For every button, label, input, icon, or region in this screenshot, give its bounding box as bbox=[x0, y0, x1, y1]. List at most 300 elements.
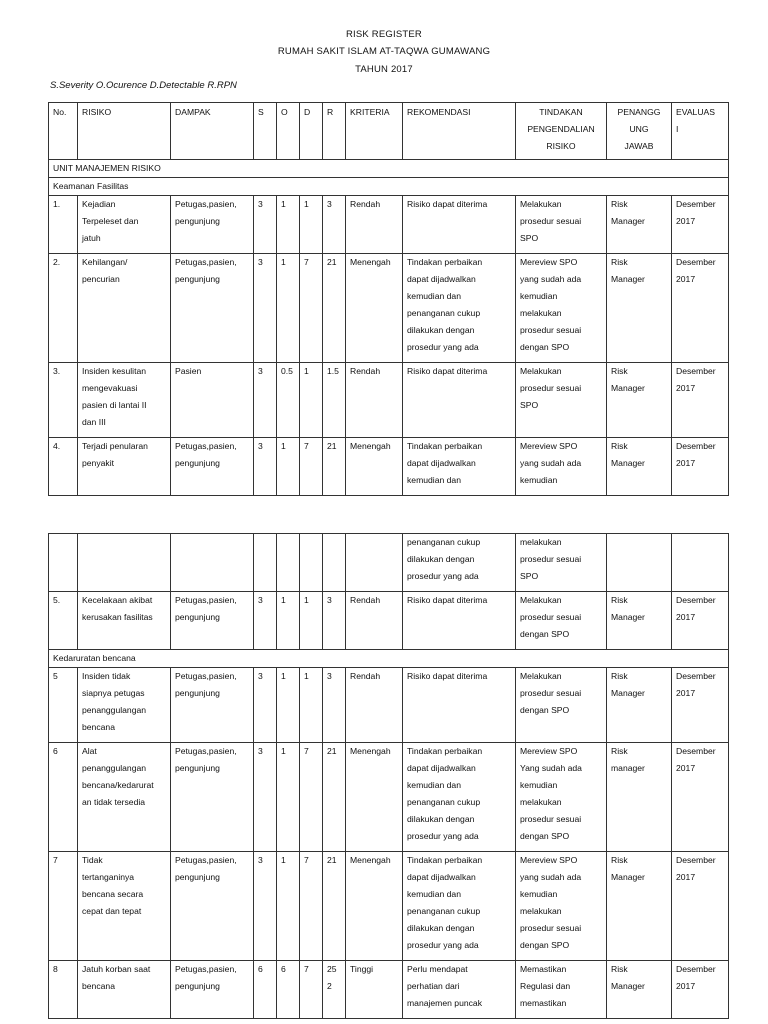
cell-line: Melakukan bbox=[520, 366, 562, 376]
cell-line: Tindakan perbaikan bbox=[407, 855, 483, 865]
cell-line: Mereview SPO bbox=[520, 855, 578, 865]
cell-no: 8 bbox=[49, 961, 78, 1019]
cell-kriteria: Menengah bbox=[346, 743, 403, 852]
cell-rekomendasi bbox=[403, 852, 516, 961]
cell-line: Desember bbox=[676, 595, 716, 605]
cell-no: 6 bbox=[49, 743, 78, 852]
cell-occurrence: 1 bbox=[277, 852, 300, 961]
cell-line: Perlu mendapat bbox=[407, 964, 468, 974]
abbreviation-legend: S.Severity O.Ocurence D.Detectable R.RPN bbox=[50, 80, 237, 91]
cell-risiko bbox=[78, 592, 171, 650]
cell-line: Jatuh korban saat bbox=[82, 964, 151, 974]
cell-kriteria: Rendah bbox=[346, 668, 403, 743]
cell-detectable: 7 bbox=[300, 254, 323, 363]
cell-line: kemudian dan bbox=[407, 291, 461, 301]
cell-kriteria: Rendah bbox=[346, 592, 403, 650]
cell-line: bencana/kedarurat bbox=[82, 780, 154, 790]
cell-line: Mereview SPO bbox=[520, 441, 578, 451]
cell-line: prosedur yang ada bbox=[407, 831, 479, 841]
cell-line: dapat dijadwalkan bbox=[407, 274, 476, 284]
cell-rpn: 21 bbox=[323, 254, 346, 363]
cell-line: Risk bbox=[611, 595, 628, 605]
cell-line: kemudian dan bbox=[407, 889, 461, 899]
cell-tindakan bbox=[516, 196, 607, 254]
cell-line: pengunjung bbox=[175, 763, 220, 773]
cell-empty bbox=[323, 534, 346, 592]
cell-rekomendasi bbox=[403, 534, 516, 592]
cell-occurrence: 0.5 bbox=[277, 363, 300, 438]
cell-empty bbox=[78, 534, 171, 592]
cell-line: Petugas,pasien, bbox=[175, 964, 237, 974]
cell-empty bbox=[300, 534, 323, 592]
cell-line: Petugas,pasien, bbox=[175, 441, 237, 451]
cell-no: 5 bbox=[49, 668, 78, 743]
section-row bbox=[49, 178, 729, 196]
cell-severity: 3 bbox=[254, 743, 277, 852]
cell-line: kerusakan fasilitas bbox=[82, 612, 153, 622]
cell-rpn: 3 bbox=[323, 668, 346, 743]
cell-line: penanggulangan bbox=[82, 705, 147, 715]
cell-risiko bbox=[78, 363, 171, 438]
cell-line: dilakukan dengan bbox=[407, 325, 475, 335]
cell-evaluasi bbox=[672, 196, 729, 254]
cell-detectable: 1 bbox=[300, 363, 323, 438]
cell-evaluasi bbox=[672, 592, 729, 650]
cell-line: Mereview SPO bbox=[520, 257, 578, 267]
cell-line: pengunjung bbox=[175, 216, 220, 226]
cell-line: Petugas,pasien, bbox=[175, 855, 237, 865]
cell-line: jatuh bbox=[82, 233, 101, 243]
cell-rekomendasi bbox=[403, 961, 516, 1019]
cell-line: Mereview SPO bbox=[520, 746, 578, 756]
cell-line: Melakukan bbox=[520, 595, 562, 605]
cell-penanggung-jawab bbox=[607, 254, 672, 363]
cell-line: melakukan bbox=[520, 537, 562, 547]
cell-line: Risk bbox=[611, 257, 628, 267]
cell-rekomendasi bbox=[403, 363, 516, 438]
cell-risiko bbox=[78, 196, 171, 254]
cell-dampak bbox=[171, 961, 254, 1019]
cell-line: prosedur sesuai bbox=[520, 383, 582, 393]
cell-line: penanganan cukup bbox=[407, 308, 481, 318]
cell-line: Risk bbox=[611, 671, 628, 681]
cell-risiko bbox=[78, 743, 171, 852]
col-header-evaluasi-line: EVALUAS bbox=[676, 107, 716, 117]
cell-line: 2017 bbox=[676, 612, 696, 622]
cell-line: dengan SPO bbox=[520, 342, 570, 352]
cell-line: prosedur sesuai bbox=[520, 216, 582, 226]
cell-line: pengunjung bbox=[175, 872, 220, 882]
cell-line: Tidak bbox=[82, 855, 103, 865]
cell-line: Insiden tidak bbox=[82, 671, 131, 681]
cell-line: 2017 bbox=[676, 383, 696, 393]
cell-line: manager bbox=[611, 763, 645, 773]
cell-kriteria: Menengah bbox=[346, 438, 403, 496]
col-header-tindakan-line: PENGENDALIAN bbox=[527, 124, 595, 134]
col-header-penanggung-jawab bbox=[607, 103, 672, 160]
cell-line: Manager bbox=[611, 216, 645, 226]
cell-line: Petugas,pasien, bbox=[175, 671, 237, 681]
cell-line: Desember bbox=[676, 441, 716, 451]
cell-rpn: 25 2 bbox=[323, 961, 346, 1019]
cell-line: Pasien bbox=[175, 366, 202, 376]
cell-no: 4. bbox=[49, 438, 78, 496]
cell-rpn: 3 bbox=[323, 592, 346, 650]
cell-line: Tindakan perbaikan bbox=[407, 441, 483, 451]
continuation-row bbox=[49, 534, 729, 592]
cell-line: Melakukan bbox=[520, 671, 562, 681]
cell-no: 5. bbox=[49, 592, 78, 650]
cell-line: 2017 bbox=[676, 274, 696, 284]
cell-risiko bbox=[78, 254, 171, 363]
col-header-rekomendasi: REKOMENDASI bbox=[403, 103, 516, 160]
cell-line: Alat bbox=[82, 746, 97, 756]
cell-rpn: 21 bbox=[323, 438, 346, 496]
cell-line: 2017 bbox=[676, 981, 696, 991]
cell-line: dapat dijadwalkan bbox=[407, 872, 476, 882]
cell-dampak bbox=[171, 592, 254, 650]
cell-rekomendasi bbox=[403, 196, 516, 254]
cell-line: Manager bbox=[611, 274, 645, 284]
cell-dampak bbox=[171, 196, 254, 254]
cell-tindakan bbox=[516, 592, 607, 650]
cell-line: dengan SPO bbox=[520, 940, 570, 950]
risk-row bbox=[49, 668, 729, 743]
cell-line: SPO bbox=[520, 400, 539, 410]
cell-evaluasi bbox=[672, 852, 729, 961]
cell-line: Risk bbox=[611, 366, 628, 376]
cell-line: kemudian bbox=[520, 475, 558, 485]
cell-line: Tindakan perbaikan bbox=[407, 257, 483, 267]
cell-line: yang sudah ada bbox=[520, 274, 582, 284]
cell-occurrence: 1 bbox=[277, 438, 300, 496]
cell-line: bencana bbox=[82, 981, 115, 991]
cell-line: prosedur sesuai bbox=[520, 814, 582, 824]
cell-severity: 3 bbox=[254, 363, 277, 438]
cell-penanggung-jawab bbox=[607, 743, 672, 852]
cell-line: Kecelakaan akibat bbox=[82, 595, 153, 605]
cell-line: Risiko dapat diterima bbox=[407, 199, 488, 209]
table-header-row bbox=[49, 103, 729, 160]
cell-line: prosedur yang ada bbox=[407, 342, 479, 352]
cell-line: kemudian bbox=[520, 889, 558, 899]
cell-penanggung-jawab bbox=[607, 196, 672, 254]
cell-dampak bbox=[171, 438, 254, 496]
cell-line: manajemen puncak bbox=[407, 998, 483, 1008]
cell-line: kemudian bbox=[520, 291, 558, 301]
cell-penanggung-jawab bbox=[607, 961, 672, 1019]
cell-line: dilakukan dengan bbox=[407, 923, 475, 933]
col-header-tindakan bbox=[516, 103, 607, 160]
cell-tindakan bbox=[516, 254, 607, 363]
cell-line: dengan SPO bbox=[520, 831, 570, 841]
cell-line: Risk bbox=[611, 964, 628, 974]
cell-empty bbox=[672, 534, 729, 592]
cell-line: bencana bbox=[82, 722, 115, 732]
cell-rekomendasi bbox=[403, 254, 516, 363]
col-header-kriteria: KRITERIA bbox=[346, 103, 403, 160]
document-year: TAHUN 2017 bbox=[355, 64, 413, 75]
risk-row bbox=[49, 961, 729, 1019]
cell-no: 1. bbox=[49, 196, 78, 254]
risk-row bbox=[49, 852, 729, 961]
cell-line: Risiko dapat diterima bbox=[407, 595, 488, 605]
cell-line: yang sudah ada bbox=[520, 872, 582, 882]
cell-line: Terjadi penularan bbox=[82, 441, 148, 451]
col-header-dampak: DAMPAK bbox=[171, 103, 254, 160]
cell-evaluasi bbox=[672, 363, 729, 438]
cell-line: Petugas,pasien, bbox=[175, 199, 237, 209]
cell-rekomendasi bbox=[403, 743, 516, 852]
cell-penanggung-jawab bbox=[607, 592, 672, 650]
cell-detectable: 7 bbox=[300, 852, 323, 961]
section-row bbox=[49, 650, 729, 668]
cell-line: Petugas,pasien, bbox=[175, 595, 237, 605]
cell-line: prosedur sesuai bbox=[520, 325, 582, 335]
cell-evaluasi bbox=[672, 743, 729, 852]
cell-line: prosedur yang ada bbox=[407, 940, 479, 950]
col-header-o: O bbox=[277, 103, 300, 160]
cell-rekomendasi bbox=[403, 438, 516, 496]
cell-dampak bbox=[171, 852, 254, 961]
cell-line: melakukan bbox=[520, 906, 562, 916]
cell-rpn: 3 bbox=[323, 196, 346, 254]
cell-line: prosedur sesuai bbox=[520, 554, 582, 564]
cell-empty bbox=[346, 534, 403, 592]
cell-line: 2017 bbox=[676, 458, 696, 468]
cell-line: 2017 bbox=[676, 872, 696, 882]
cell-evaluasi bbox=[672, 254, 729, 363]
cell-line: 2017 bbox=[676, 688, 696, 698]
cell-line: kemudian dan bbox=[407, 780, 461, 790]
risk-row bbox=[49, 743, 729, 852]
col-header-pj-line: UNG bbox=[629, 124, 649, 134]
cell-line: pengunjung bbox=[175, 612, 220, 622]
cell-detectable: 7 bbox=[300, 438, 323, 496]
cell-occurrence: 1 bbox=[277, 592, 300, 650]
cell-occurrence: 1 bbox=[277, 668, 300, 743]
cell-line: penanganan cukup bbox=[407, 797, 481, 807]
cell-empty bbox=[49, 534, 78, 592]
cell-line: Desember bbox=[676, 855, 716, 865]
cell-kriteria: Rendah bbox=[346, 196, 403, 254]
risk-row bbox=[49, 592, 729, 650]
cell-detectable: 7 bbox=[300, 961, 323, 1019]
cell-no: 7 bbox=[49, 852, 78, 961]
cell-penanggung-jawab bbox=[607, 852, 672, 961]
cell-line: dilakukan dengan bbox=[407, 814, 475, 824]
cell-empty bbox=[254, 534, 277, 592]
cell-line: Manager bbox=[611, 383, 645, 393]
cell-severity: 3 bbox=[254, 254, 277, 363]
cell-line: siapnya petugas bbox=[82, 688, 145, 698]
cell-line: kemudian dan bbox=[407, 475, 461, 485]
cell-line: Desember bbox=[676, 199, 716, 209]
cell-kriteria: Rendah bbox=[346, 363, 403, 438]
cell-severity: 3 bbox=[254, 438, 277, 496]
cell-line: Manager bbox=[611, 981, 645, 991]
cell-line: penanganan cukup bbox=[407, 906, 481, 916]
cell-empty bbox=[607, 534, 672, 592]
cell-tindakan bbox=[516, 438, 607, 496]
col-header-evaluasi-line: I bbox=[676, 124, 679, 134]
cell-occurrence: 1 bbox=[277, 743, 300, 852]
col-header-no: No. bbox=[49, 103, 78, 160]
cell-line: prosedur sesuai bbox=[520, 612, 582, 622]
document-title: RISK REGISTER bbox=[346, 29, 422, 40]
cell-kriteria: Menengah bbox=[346, 852, 403, 961]
cell-line: an tidak tersedia bbox=[82, 797, 146, 807]
cell-line: penyakit bbox=[82, 458, 115, 468]
cell-dampak bbox=[171, 254, 254, 363]
cell-dampak bbox=[171, 668, 254, 743]
cell-line: Desember bbox=[676, 366, 716, 376]
cell-line: 2017 bbox=[676, 763, 696, 773]
cell-tindakan bbox=[516, 852, 607, 961]
col-header-pj-line: JAWAB bbox=[624, 141, 654, 151]
cell-line: Desember bbox=[676, 671, 716, 681]
cell-line: cepat dan tepat bbox=[82, 906, 142, 916]
col-header-r: R bbox=[323, 103, 346, 160]
cell-severity: 6 bbox=[254, 961, 277, 1019]
cell-line: penanggulangan bbox=[82, 763, 147, 773]
cell-line: pencurian bbox=[82, 274, 120, 284]
cell-line: pengunjung bbox=[175, 458, 220, 468]
cell-occurrence: 1 bbox=[277, 254, 300, 363]
cell-line: Desember bbox=[676, 964, 716, 974]
cell-line: Risk bbox=[611, 746, 628, 756]
cell-line: memastikan bbox=[520, 998, 567, 1008]
cell-line: kemudian bbox=[520, 780, 558, 790]
section-unit-manajemen-risiko: UNIT MANAJEMEN RISIKO bbox=[49, 160, 729, 178]
col-header-d: D bbox=[300, 103, 323, 160]
cell-line: Manager bbox=[611, 872, 645, 882]
cell-line: SPO bbox=[520, 233, 539, 243]
cell-detectable: 1 bbox=[300, 196, 323, 254]
cell-tindakan bbox=[516, 743, 607, 852]
cell-line: pasien di lantai II bbox=[82, 400, 147, 410]
cell-no: 3. bbox=[49, 363, 78, 438]
cell-line: dan III bbox=[82, 417, 106, 427]
cell-penanggung-jawab bbox=[607, 668, 672, 743]
cell-occurrence: 1 bbox=[277, 196, 300, 254]
cell-penanggung-jawab bbox=[607, 438, 672, 496]
cell-penanggung-jawab bbox=[607, 363, 672, 438]
col-header-tindakan-line: TINDAKAN bbox=[539, 107, 583, 117]
cell-line: Risk bbox=[611, 441, 628, 451]
risk-register-table-page2 bbox=[48, 533, 729, 1019]
cell-risiko bbox=[78, 961, 171, 1019]
cell-line: prosedur yang ada bbox=[407, 571, 479, 581]
risk-row bbox=[49, 363, 729, 438]
col-header-pj-line: PENANGG bbox=[617, 107, 661, 117]
cell-no: 2. bbox=[49, 254, 78, 363]
cell-occurrence: 6 bbox=[277, 961, 300, 1019]
cell-line: Petugas,pasien, bbox=[175, 746, 237, 756]
risk-row bbox=[49, 254, 729, 363]
cell-line: melakukan bbox=[520, 797, 562, 807]
cell-tindakan bbox=[516, 363, 607, 438]
cell-severity: 3 bbox=[254, 852, 277, 961]
cell-rpn: 1.5 bbox=[323, 363, 346, 438]
cell-line: Desember bbox=[676, 257, 716, 267]
cell-evaluasi bbox=[672, 668, 729, 743]
cell-line: prosedur sesuai bbox=[520, 923, 582, 933]
cell-line: pengunjung bbox=[175, 688, 220, 698]
cell-risiko bbox=[78, 852, 171, 961]
cell-line: dapat dijadwalkan bbox=[407, 458, 476, 468]
cell-line: tertanganinya bbox=[82, 872, 135, 882]
cell-line: Yang sudah ada bbox=[520, 763, 582, 773]
cell-line: Desember bbox=[676, 746, 716, 756]
cell-detectable: 1 bbox=[300, 668, 323, 743]
cell-line: Kehilangan/ bbox=[82, 257, 128, 267]
cell-line: SPO bbox=[520, 571, 539, 581]
cell-line: yang sudah ada bbox=[520, 458, 582, 468]
cell-line: melakukan bbox=[520, 308, 562, 318]
cell-kriteria: Tinggi bbox=[346, 961, 403, 1019]
cell-line: penanganan cukup bbox=[407, 537, 481, 547]
cell-risiko bbox=[78, 438, 171, 496]
risk-row bbox=[49, 196, 729, 254]
section-keamanan-fasilitas: Keamanan Fasilitas bbox=[49, 178, 729, 196]
section-row bbox=[49, 160, 729, 178]
cell-line: dengan SPO bbox=[520, 629, 570, 639]
cell-line: dapat dijadwalkan bbox=[407, 763, 476, 773]
cell-line: bencana secara bbox=[82, 889, 144, 899]
cell-line: pengunjung bbox=[175, 274, 220, 284]
cell-line: dilakukan dengan bbox=[407, 554, 475, 564]
cell-dampak bbox=[171, 363, 254, 438]
cell-line: Risk bbox=[611, 199, 628, 209]
cell-line: Risiko dapat diterima bbox=[407, 366, 488, 376]
cell-dampak bbox=[171, 743, 254, 852]
risk-row bbox=[49, 438, 729, 496]
cell-evaluasi bbox=[672, 438, 729, 496]
cell-line: Memastikan bbox=[520, 964, 567, 974]
cell-line: dengan SPO bbox=[520, 705, 570, 715]
cell-rekomendasi bbox=[403, 668, 516, 743]
cell-line: Petugas,pasien, bbox=[175, 257, 237, 267]
cell-kriteria: Menengah bbox=[346, 254, 403, 363]
cell-line: Insiden kesulitan bbox=[82, 366, 147, 376]
hospital-name: RUMAH SAKIT ISLAM AT-TAQWA GUMAWANG bbox=[277, 46, 491, 57]
col-header-tindakan-line: RISIKO bbox=[546, 141, 576, 151]
cell-line: prosedur sesuai bbox=[520, 688, 582, 698]
cell-empty bbox=[277, 534, 300, 592]
cell-line: mengevakuasi bbox=[82, 383, 138, 393]
cell-line: Regulasi dan bbox=[520, 981, 571, 991]
cell-line: Terpeleset dan bbox=[82, 216, 139, 226]
col-header-evaluasi bbox=[672, 103, 729, 160]
risk-register-table-page1 bbox=[48, 102, 729, 496]
cell-line: Manager bbox=[611, 458, 645, 468]
cell-severity: 3 bbox=[254, 592, 277, 650]
cell-detectable: 1 bbox=[300, 592, 323, 650]
cell-tindakan bbox=[516, 668, 607, 743]
cell-risiko bbox=[78, 668, 171, 743]
cell-detectable: 7 bbox=[300, 743, 323, 852]
cell-line: Tindakan perbaikan bbox=[407, 746, 483, 756]
cell-line: 2017 bbox=[676, 216, 696, 226]
cell-line: perhatian dari bbox=[407, 981, 460, 991]
cell-line: Risiko dapat diterima bbox=[407, 671, 488, 681]
cell-rpn: 21 bbox=[323, 852, 346, 961]
cell-tindakan bbox=[516, 961, 607, 1019]
cell-line: Kejadian bbox=[82, 199, 116, 209]
col-header-s: S bbox=[254, 103, 277, 160]
cell-empty bbox=[171, 534, 254, 592]
